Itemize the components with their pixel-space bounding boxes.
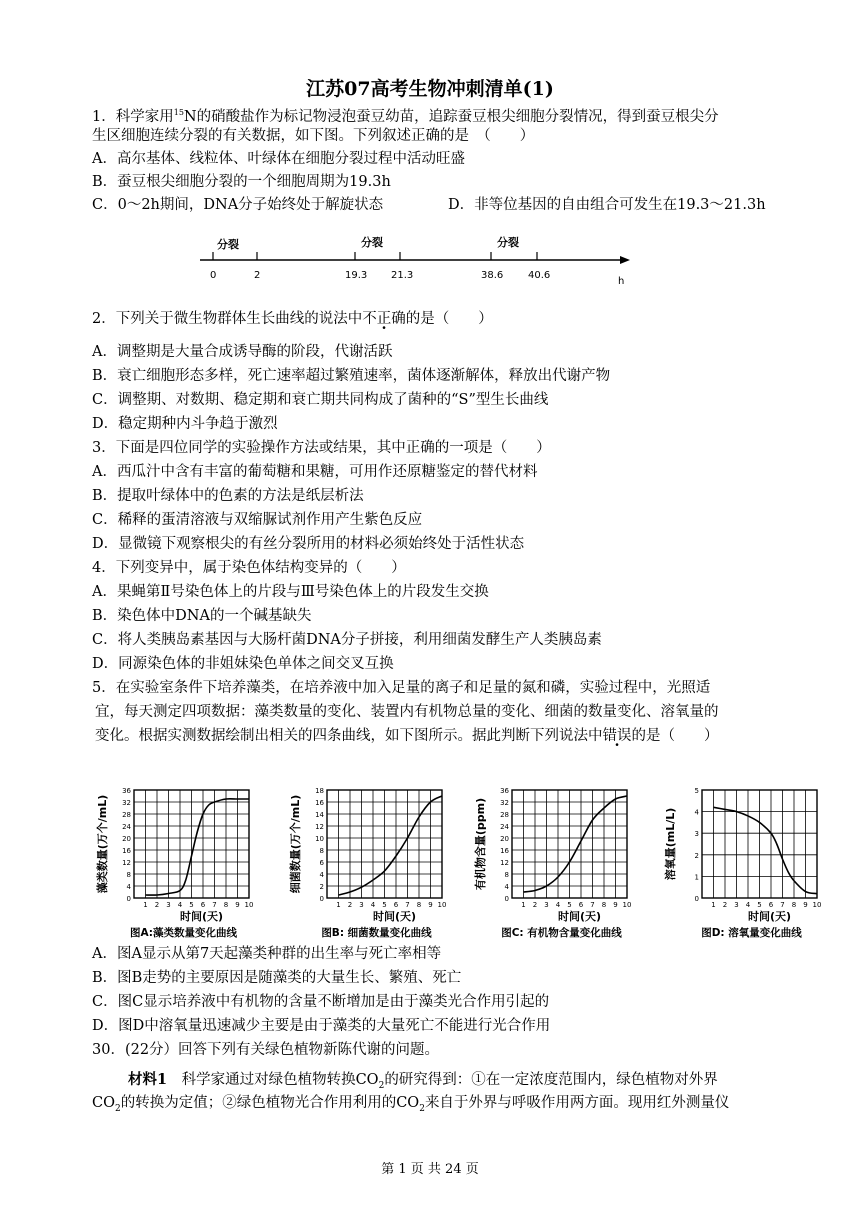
- q5-stem-line1: 5．在实验室条件下培养藻类，在培养液中加入足量的离子和足量的氮和磷，实验过程中，光照适: [92, 680, 711, 696]
- x-tick-label: 2: [154, 901, 160, 909]
- x-tick-label: 10: [437, 901, 447, 909]
- chart-caption: 图A:藻类数量变化曲线: [129, 927, 238, 939]
- y-tick-label: 8: [504, 871, 509, 879]
- q2-option-a: A．调整期是大量合成诱导酶的阶段，代谢活跃: [92, 344, 393, 360]
- y-tick-label: 4: [694, 808, 699, 817]
- chart-a: [92, 782, 267, 942]
- grid: [702, 790, 817, 898]
- q4-option-a: A．果蝇第Ⅱ号染色体上的片段与Ⅲ号染色体上的片段发生交换: [92, 584, 489, 600]
- x-tick-label: 4: [745, 901, 751, 909]
- y-tick-label: 4: [504, 883, 509, 891]
- grid: [327, 790, 442, 898]
- y-tick-label: 24: [122, 823, 131, 831]
- timeline-tick: 38.6: [481, 270, 504, 281]
- series-line: [524, 796, 628, 892]
- y-tick-label: 36: [500, 787, 509, 795]
- page-footer: 第 1 页 共 24 页: [381, 1162, 479, 1177]
- q4-stem: 4．下列变异中，属于染色体结构变异的（ ）: [92, 560, 406, 576]
- x-tick-label: 5: [567, 901, 572, 909]
- chart-b: [285, 782, 460, 942]
- x-tick-label: 1: [711, 901, 716, 909]
- chart-c: [470, 782, 645, 942]
- chart-caption: 图C: 有机物含量变化曲线: [501, 927, 622, 939]
- y-tick-label: 0: [694, 895, 699, 903]
- y-tick-label: 24: [500, 823, 509, 831]
- x-tick-label: 10: [812, 901, 822, 909]
- x-tick-label: 8: [223, 901, 229, 909]
- x-tick-label: 5: [382, 901, 387, 909]
- x-tick-label: 3: [359, 901, 364, 909]
- y-axis-label: 细菌数量(万个/mL): [289, 794, 302, 894]
- y-tick-label: 8: [126, 871, 131, 879]
- y-tick-label: 0: [126, 895, 131, 903]
- x-tick-label: 8: [601, 901, 607, 909]
- x-axis-label: 时间(天): [179, 910, 224, 923]
- q4-option-d: D．同源染色体的非姐妹染色单体之间交叉互换: [92, 656, 394, 672]
- y-axis-label: 溶氧量(mL/L): [664, 807, 677, 881]
- q30-material-line1: 材料1 科学家通过对绿色植物转换$CO_2$的研究得到：①在一定浓度范围内，绿色植物对外界: [128, 1071, 718, 1091]
- q2-option-d: D．稳定期种内斗争趋于激烈: [92, 416, 278, 432]
- y-tick-label: 36: [122, 787, 131, 795]
- q3-option-b: B．提取叶绿体中的色素的方法是纸层析法: [92, 488, 364, 504]
- chart-caption: 图D: 溶氧量变化曲线: [701, 927, 802, 939]
- x-tick-label: 5: [189, 901, 194, 909]
- grid: [134, 790, 249, 898]
- x-tick-label: 4: [370, 901, 376, 909]
- q5-option-d: D．图D中溶氧量迅速减少主要是由于藻类的大量死亡不能进行光合作用: [92, 1018, 551, 1034]
- timeline-tick: 19.3: [345, 270, 368, 281]
- x-tick-label: 9: [803, 901, 808, 909]
- y-tick-label: 6: [319, 859, 324, 867]
- q3-option-a: A．西瓜汁中含有丰富的葡萄糖和果糖，可用作还原糖鉴定的替代材料: [92, 464, 538, 480]
- timeline-tick: 2: [254, 270, 261, 281]
- x-tick-label: 1: [336, 901, 341, 909]
- x-tick-label: 6: [768, 901, 774, 909]
- series-line: [146, 799, 250, 895]
- x-tick-label: 7: [780, 901, 785, 909]
- q1-stem-line2: 生区细胞连续分裂的有关数据，如下图。下列叙述正确的是 （ ）: [92, 128, 535, 144]
- y-tick-label: 28: [500, 811, 509, 819]
- x-tick-label: 8: [416, 901, 422, 909]
- x-tick-label: 3: [166, 901, 171, 909]
- y-axis-label: 藻类数量(万个/mL): [96, 794, 109, 894]
- x-tick-label: 5: [757, 901, 762, 909]
- x-tick-label: 9: [613, 901, 618, 909]
- q5-option-c: C．图C显示培养液中有机物的含量不断增加是由于藻类光合作用引起的: [92, 994, 550, 1010]
- q2-stem: 2．下列关于微生物群体生长曲线的说法中不正确的是（ ）: [92, 311, 493, 327]
- y-tick-label: 0: [319, 895, 324, 903]
- x-tick-label: 7: [590, 901, 595, 909]
- q5-stem-line2: 宜，每天测定四项数据：藻类数量的变化、装置内有机物总量的变化、细菌的数量变化、溶氧量的: [95, 704, 719, 720]
- x-tick-label: 8: [791, 901, 797, 909]
- grid: [512, 790, 627, 898]
- y-tick-label: 28: [122, 811, 131, 819]
- y-tick-label: 12: [500, 859, 509, 867]
- y-tick-label: 32: [122, 799, 131, 807]
- y-tick-label: 16: [122, 847, 131, 855]
- x-tick-label: 4: [555, 901, 561, 909]
- x-axis-label: 时间(天): [372, 910, 417, 923]
- y-tick-label: 4: [319, 871, 324, 879]
- x-tick-label: 9: [428, 901, 433, 909]
- y-tick-label: 3: [694, 830, 699, 839]
- q4-option-b: B．染色体中DNA的一个碱基缺失: [92, 608, 312, 624]
- x-tick-label: 6: [200, 901, 206, 909]
- x-tick-label: 2: [722, 901, 728, 909]
- timeline-division-label: 分裂: [497, 236, 519, 249]
- x-tick-label: 2: [347, 901, 353, 909]
- x-tick-label: 9: [235, 901, 240, 909]
- x-tick-label: 10: [622, 901, 632, 909]
- x-tick-label: 1: [521, 901, 526, 909]
- timeline-tick: 0: [210, 270, 217, 281]
- page-title: 江苏07高考生物冲刺清单(1): [306, 78, 554, 100]
- timeline-tick: 40.6: [528, 270, 551, 281]
- y-tick-label: 0: [504, 895, 509, 903]
- q1-option-b: B．蚕豆根尖细胞分裂的一个细胞周期为19.3h: [92, 174, 391, 190]
- x-tick-label: 2: [532, 901, 538, 909]
- y-tick-label: 12: [122, 859, 131, 867]
- x-tick-label: 1: [143, 901, 148, 909]
- q5-stem-line3: 变化。根据实测数据绘制出相关的四条曲线，如下图所示。据此判断下列说法中错误的是（ ）: [95, 728, 719, 744]
- y-tick-label: 12: [315, 823, 324, 831]
- y-axis-label: 有机物含量(ppm): [474, 797, 487, 891]
- q5-option-b: B．图B走势的主要原因是随藻类的大量生长、繁殖、死亡: [92, 970, 462, 986]
- y-tick-label: 1: [694, 873, 699, 882]
- q5-option-a: A．图A显示从第7天起藻类种群的出生率与死亡率相等: [92, 946, 442, 962]
- y-tick-label: 14: [315, 811, 324, 819]
- x-tick-label: 3: [544, 901, 549, 909]
- q3-option-d: D．显微镜下观察根尖的有丝分裂所用的材料必须始终处于活性状态: [92, 536, 525, 552]
- y-tick-label: 16: [315, 799, 324, 807]
- x-axis-label: 时间(天): [747, 910, 792, 923]
- series-line: [714, 807, 818, 893]
- q1-option-a: A．高尔基体、线粒体、叶绿体在细胞分裂过程中活动旺盛: [92, 151, 465, 167]
- y-tick-label: 18: [315, 787, 324, 795]
- q30-material-line2: $CO_2$的转换为定值；②绿色植物光合作用利用的$CO_2$来自于外界与呼吸作用两方面。现用红外测量仪: [92, 1095, 730, 1114]
- x-tick-label: 6: [393, 901, 399, 909]
- y-tick-label: 16: [500, 847, 509, 855]
- q3-stem: 3．下面是四位同学的实验操作方法或结果，其中正确的一项是（ ）: [92, 440, 551, 456]
- q3-option-c: C．稀释的蛋清溶液与双缩脲试剂作用产生紫色反应: [92, 512, 423, 528]
- q30-stem: 30．(22分）回答下列有关绿色植物新陈代谢的问题。: [92, 1042, 440, 1058]
- q4-option-c: C．将人类胰岛素基因与大肠杆菌DNA分子拼接，利用细菌发酵生产人类胰岛素: [92, 632, 602, 648]
- timeline-division-label: 分裂: [361, 236, 383, 249]
- x-tick-label: 7: [405, 901, 410, 909]
- x-tick-label: 7: [212, 901, 217, 909]
- y-tick-label: 4: [126, 883, 131, 891]
- x-tick-label: 4: [177, 901, 183, 909]
- q1-stem-line1: 1．科学家用$^{15}$N的硝酸盐作为标记物浸泡蚕豆幼苗，追踪蚕豆根尖细胞分裂情况，得到蚕豆根尖分: [92, 108, 719, 125]
- y-tick-label: 10: [315, 835, 324, 843]
- x-tick-label: 6: [578, 901, 584, 909]
- y-tick-label: 2: [319, 883, 324, 891]
- x-axis-label: 时间(天): [557, 910, 602, 923]
- timeline-division-label: 分裂: [217, 238, 239, 251]
- y-tick-label: 20: [500, 835, 509, 843]
- y-tick-label: 32: [500, 799, 509, 807]
- cell-cycle-timeline: [195, 232, 640, 288]
- q1-option-c: C．0～2h期间，DNA分子始终处于解旋状态: [92, 197, 384, 213]
- q2-option-b: B．衰亡细胞形态多样，死亡速率超过繁殖速率，菌体逐渐解体，释放出代谢产物: [92, 368, 611, 384]
- q1-option-d: D．非等位基因的自由组合可发生在19.3～21.3h: [448, 197, 766, 213]
- y-tick-label: 5: [694, 787, 699, 795]
- chart-caption: 图B: 细菌数量变化曲线: [321, 927, 432, 939]
- timeline-tick: 21.3: [391, 270, 414, 281]
- chart-d: [660, 782, 835, 942]
- y-tick-label: 2: [694, 851, 699, 860]
- timeline-unit: h: [618, 276, 625, 287]
- y-tick-label: 20: [122, 835, 131, 843]
- q2-option-c: C．调整期、对数期、稳定期和衰亡期共同构成了菌种的“S”型生长曲线: [92, 392, 549, 408]
- x-tick-label: 10: [244, 901, 254, 909]
- y-tick-label: 8: [319, 847, 324, 855]
- series-line: [339, 796, 443, 895]
- x-tick-label: 3: [734, 901, 739, 909]
